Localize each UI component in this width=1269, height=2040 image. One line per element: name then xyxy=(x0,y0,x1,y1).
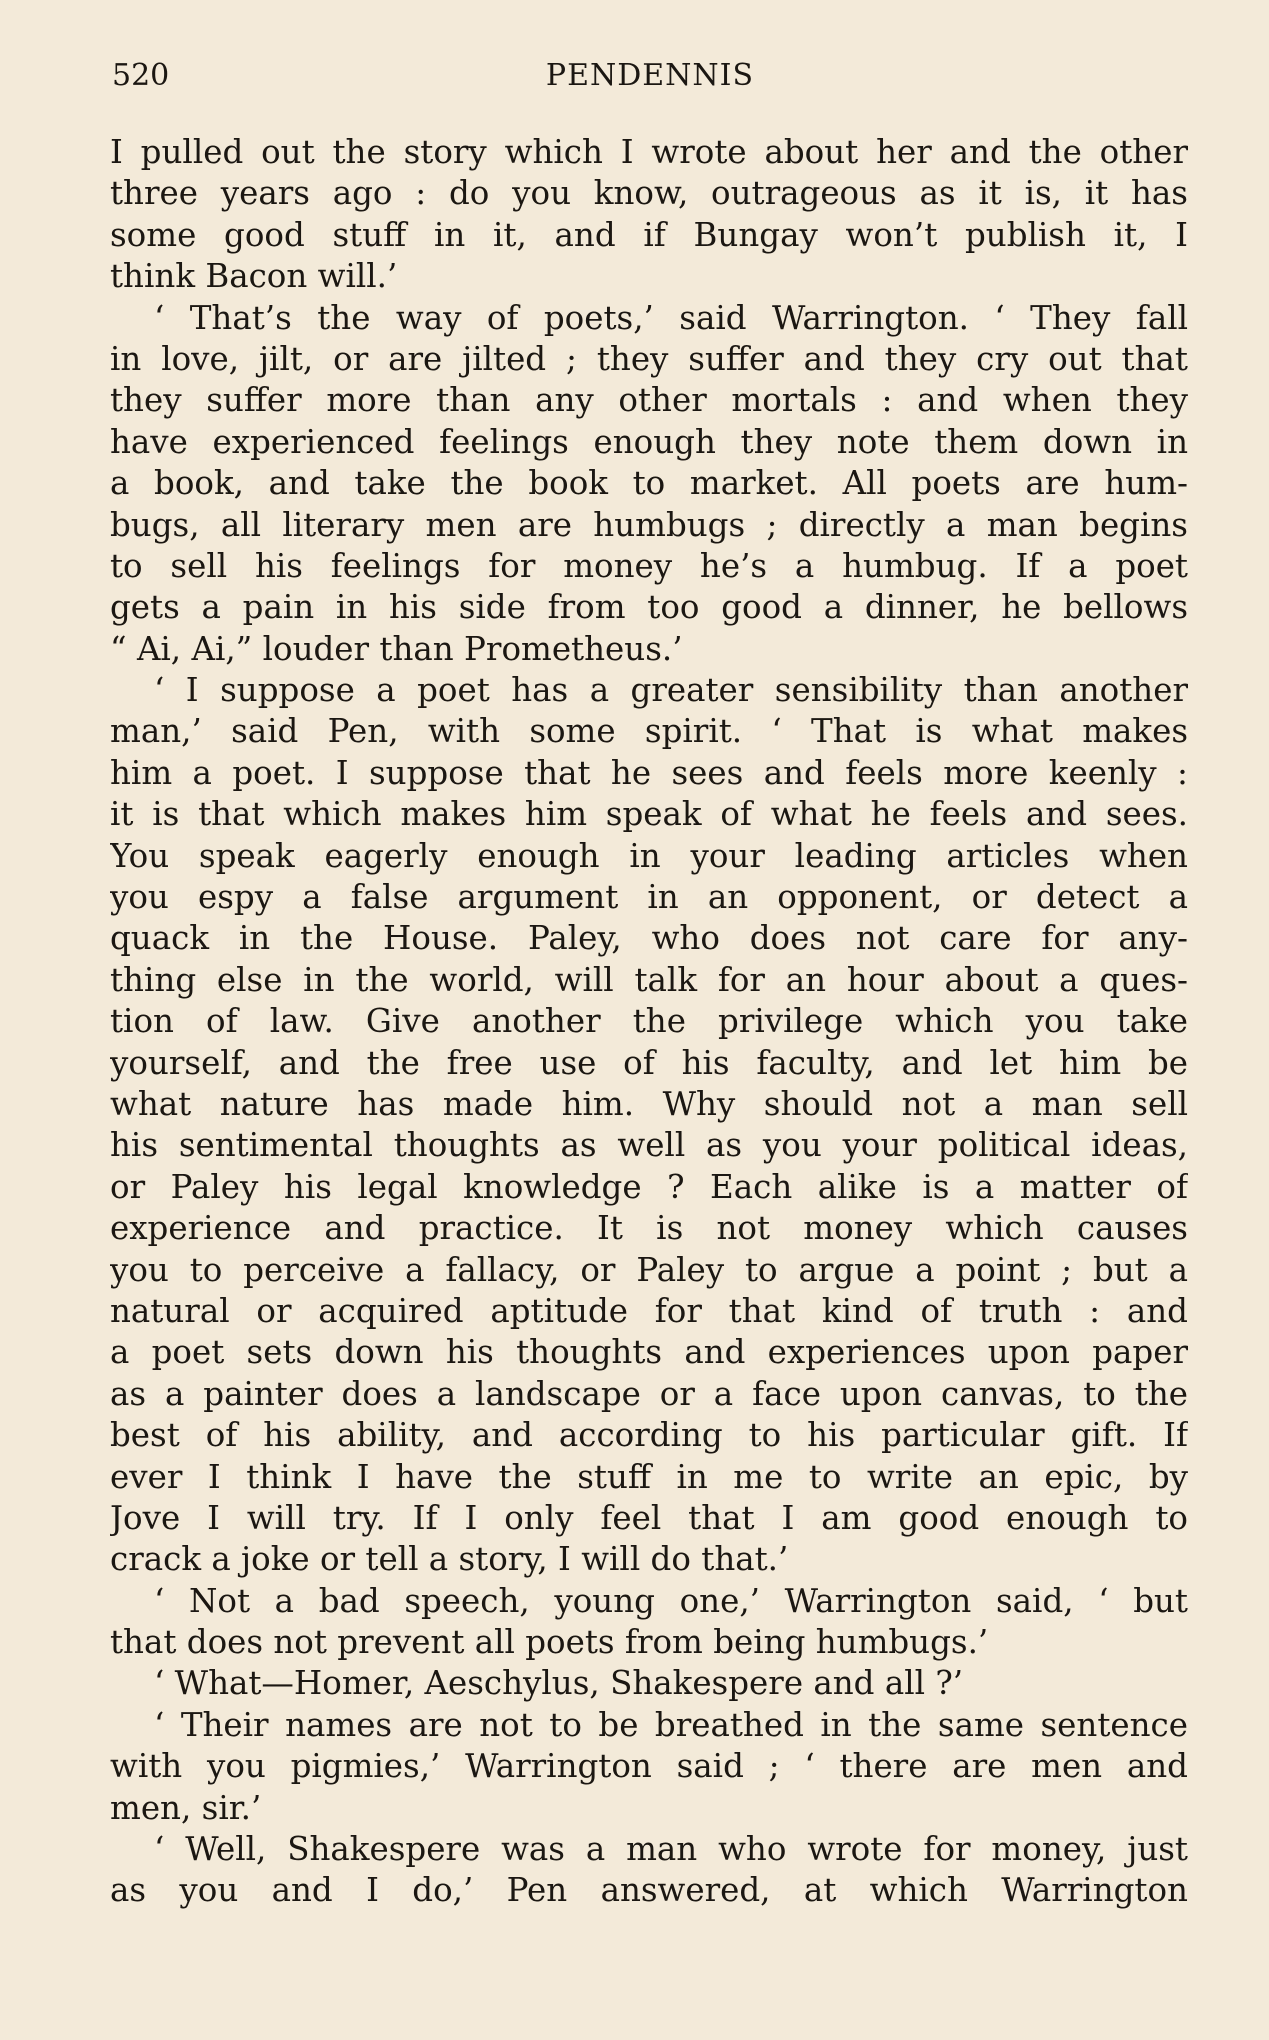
text-line: quack in the House. Paley, who does not care for any- xyxy=(110,919,1188,958)
text-line: “ Ai, Ai,” louder than Prometheus.’ xyxy=(110,629,683,668)
text-line: I pulled out the story which I wrote about her and the other xyxy=(110,133,1188,171)
text-line: they suffer more than any other mortals : and when they xyxy=(110,381,1188,420)
text-line: you espy a false argument in an opponent, or detect a xyxy=(110,878,1188,917)
text-line: bugs, all literary men are humbugs ; directly a man begins xyxy=(110,505,1188,544)
text-line: crack a joke or tell a story, I will do that.’ xyxy=(110,1540,789,1579)
text-line: have experienced feelings enough they note them down in xyxy=(110,422,1188,461)
text-line: ‘ Their names are not to be breathed in the same sentence xyxy=(154,1705,1188,1744)
text-line: his sentimental thoughts as well as you your political ideas, xyxy=(110,1126,1188,1165)
text-line: think Bacon will.’ xyxy=(110,257,398,296)
text-line: ever I think I have the stuff in me to write an epic, by xyxy=(110,1457,1188,1496)
text-line: that does not prevent all poets from being humbugs.’ xyxy=(110,1623,989,1662)
text-line: natural or acquired aptitude for that kind of truth : and xyxy=(110,1291,1188,1330)
text-line: you to perceive a fallacy, or Paley to argue a point ; but a xyxy=(110,1250,1188,1289)
text-line: ‘ I suppose a poet has a greater sensibility than another xyxy=(154,671,1188,710)
text-line: ‘ That’s the way of poets,’ said Warrington. ‘ They fall xyxy=(154,298,1188,337)
text-line: ‘ What—Homer, Aeschylus, Shakespere and all ?’ xyxy=(154,1664,964,1703)
text-line: man,’ said Pen, with some spirit. ‘ That is what makes xyxy=(110,712,1188,751)
text-line: as a painter does a landscape or a face upon canvas, to the xyxy=(110,1374,1188,1413)
text-line: three years ago : do you know, outrageous as it is, it has xyxy=(110,174,1188,213)
text-line: gets a pain in his side from too good a dinner, he bellows xyxy=(110,588,1188,627)
text-line: with you pigmies,’ Warrington said ; ‘ there are men and xyxy=(110,1747,1188,1786)
text-line: experience and practice. It is not money which causes xyxy=(110,1209,1188,1248)
page-number: 520 xyxy=(112,58,170,93)
text-line: some good stuff in it, and if Bungay won’t publish it, I xyxy=(110,215,1188,254)
text-line: a poet sets down his thoughts and experiences upon paper xyxy=(110,1333,1188,1372)
text-line: in love, jilt, or are jilted ; they suffer and they cry out that xyxy=(110,339,1188,378)
text-line: Jove I will try. If I only feel that I am good enough to xyxy=(110,1498,1188,1537)
text-line: it is that which makes him speak of what he feels and sees. xyxy=(110,795,1188,834)
text-line: as you and I do,’ Pen answered, at which Warrington xyxy=(110,1871,1188,1910)
text-line: a book, and take the book to market. All poets are hum- xyxy=(110,464,1188,503)
body-text xyxy=(110,132,1188,1912)
text-line: ‘ Well, Shakespere was a man who wrote for money, just xyxy=(154,1830,1188,1869)
text-line: men, sir.’ xyxy=(110,1788,262,1827)
text-line: what nature has made him. Why should not a man sell xyxy=(110,1084,1188,1123)
text-line: You speak eagerly enough in your leading articles when xyxy=(110,836,1188,875)
text-line: him a poet. I suppose that he sees and feels more keenly : xyxy=(110,753,1188,792)
text-line: yourself, and the free use of his faculty, and let him be xyxy=(110,1043,1188,1082)
text-line: tion of law. Give another the privilege which you take xyxy=(110,1002,1188,1041)
running-title: PENDENNIS xyxy=(545,58,755,93)
text-line: ‘ Not a bad speech, young one,’ Warrington said, ‘ but xyxy=(154,1581,1188,1620)
text-line: to sell his feelings for money he’s a humbug. If a poet xyxy=(110,546,1188,585)
text-line: best of his ability, and according to his particular gift. If xyxy=(110,1416,1188,1455)
text-line: thing else in the world, will talk for an hour about a ques- xyxy=(110,960,1188,999)
text-line: or Paley his legal knowledge ? Each alike is a matter of xyxy=(110,1167,1188,1206)
page-header xyxy=(112,56,1188,96)
